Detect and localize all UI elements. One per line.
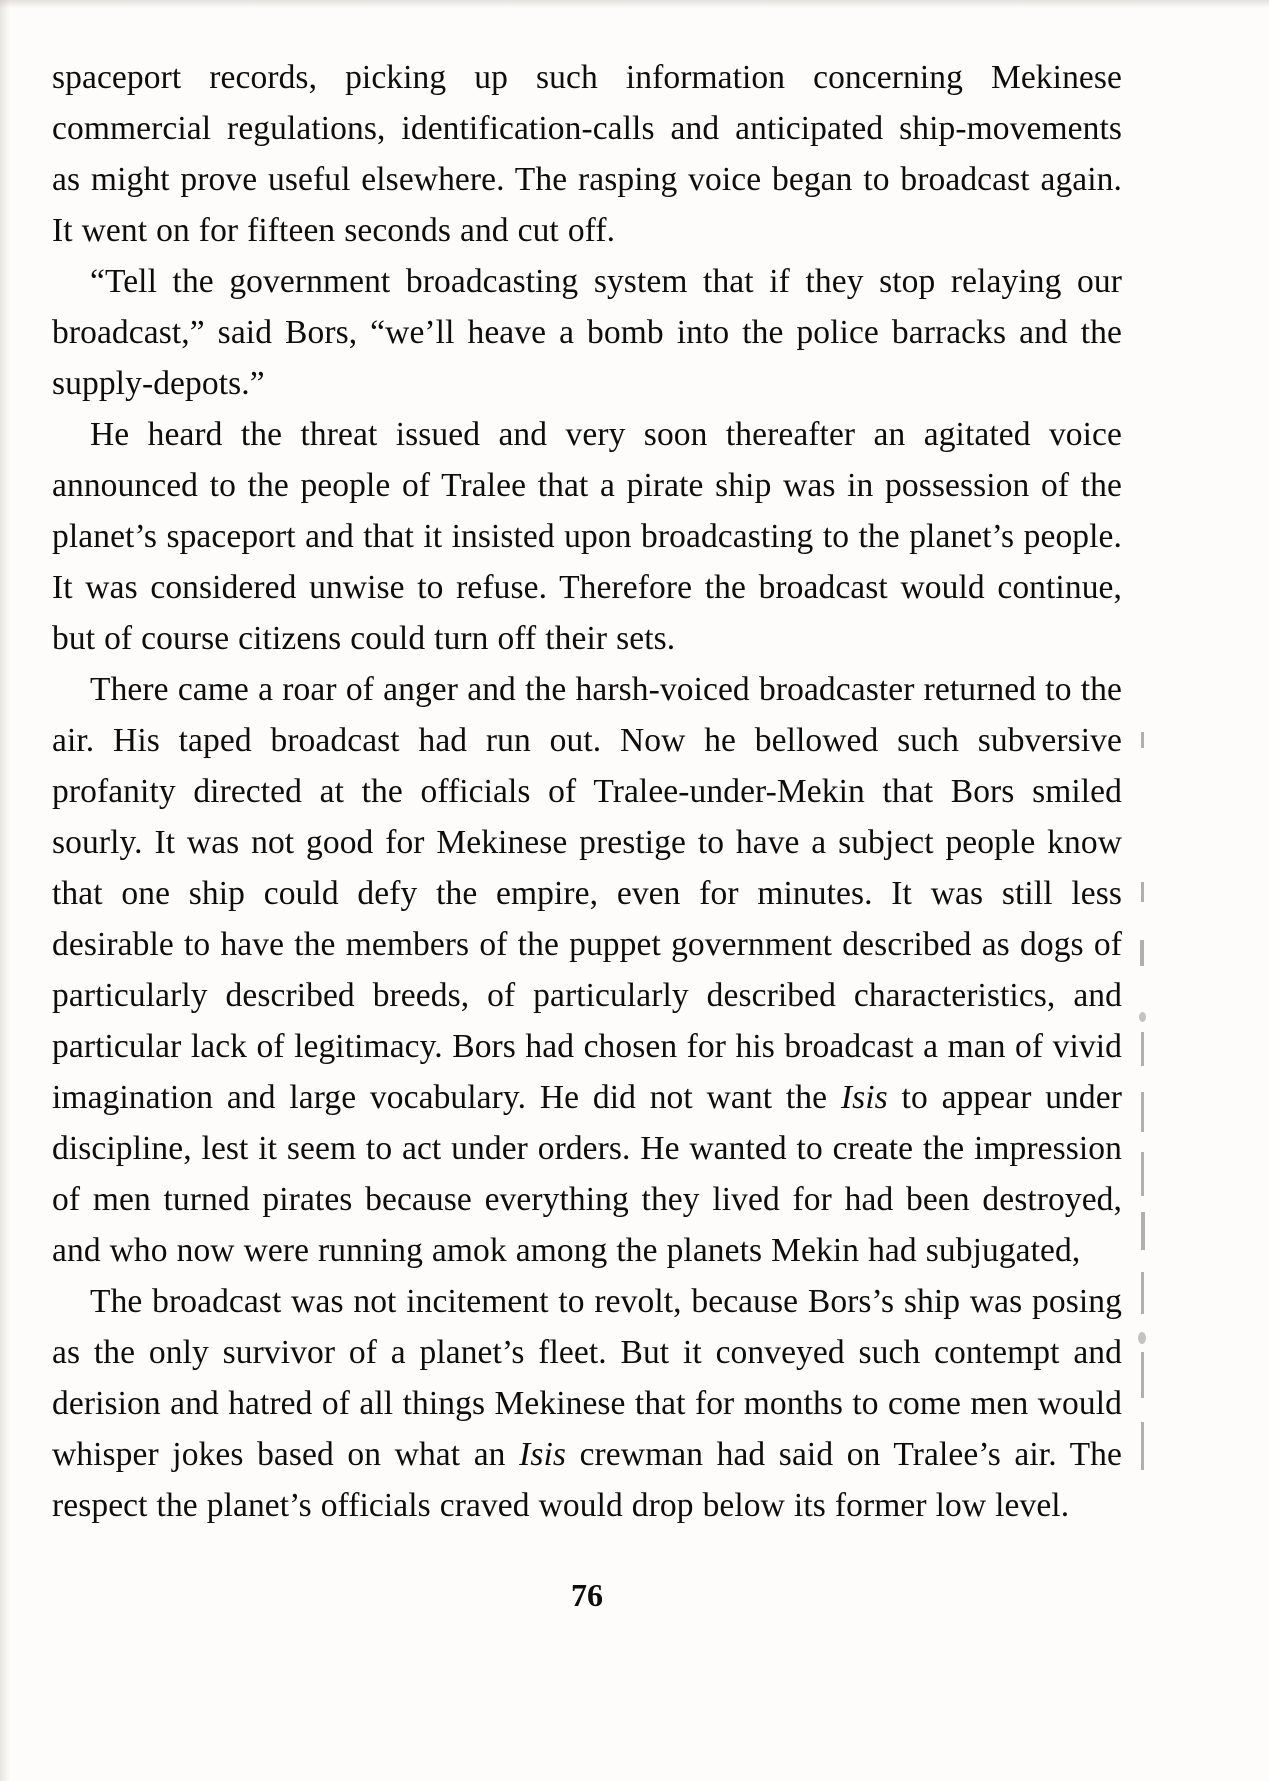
paragraph: spaceport records, picking up such information concerning Mekinese commercial regulations, identification-calls and anticipated ship-movements as might prove useful elsewhere. The rasping voice began to broadcast again. It went on for fifteen seconds and cut off. [52, 59, 1122, 249]
paragraph: There came a roar of anger and the harsh-voiced broadcaster returned to the air. His taped broadcast had run out. Now he bellowed such subversive profanity directed at the officials of Tralee-under-Mekin that Bors smiled sourly. It was not good for Mekinese prestige to have a subject people know that one ship could defy the empire, even for minutes. It was still less desirable to have the members of the puppet government described as dogs of particularly described breeds, of particularly described characteristics, and particular lack of legitimacy. Bors had chosen for his broadcast a man of vivid imagination and large vocabulary. He did not want the Isis to appear under discipline, lest it seem to act under orders. He wanted to create the impression of men turned pirates because everything they lived for had been destroyed, and who now were running amok among the planets Mekin had subjugated, [52, 671, 1122, 1269]
page-number: 76 [571, 1577, 603, 1613]
page-edge-shadow-left [0, 0, 10, 1781]
paragraph: The broadcast was not incitement to revolt, because Bors’s ship was posing as the only survivor of a planet’s fleet. But it conveyed such contempt and derision and hatred of all things Mekinese that for months to come men would whisper jokes based on what an Isis crewman had said on Tralee’s air. The respect the planet’s officials craved would drop below its former low level. [52, 1283, 1123, 1524]
paragraph: “Tell the government broadcasting system that if they stop relaying our broadcast,” said Bors, “we’ll heave a bomb into the police barracks and the supply-depots.” [52, 263, 1122, 402]
body-text-column [52, 52, 1122, 1531]
page-edge-shadow-top [0, 0, 1269, 8]
scan-margin-artifacts [1131, 732, 1155, 1512]
paragraph: He heard the threat issued and very soon thereafter an agitated voice announced to the people of Tralee that a pirate ship was in possession of the planet’s spaceport and that it insisted upon broadcasting to the planet’s people. It was considered unwise to refuse. Therefore the broadcast would continue, but of course citizens could turn off their sets. [52, 416, 1122, 657]
page-content-area [52, 52, 1217, 1692]
